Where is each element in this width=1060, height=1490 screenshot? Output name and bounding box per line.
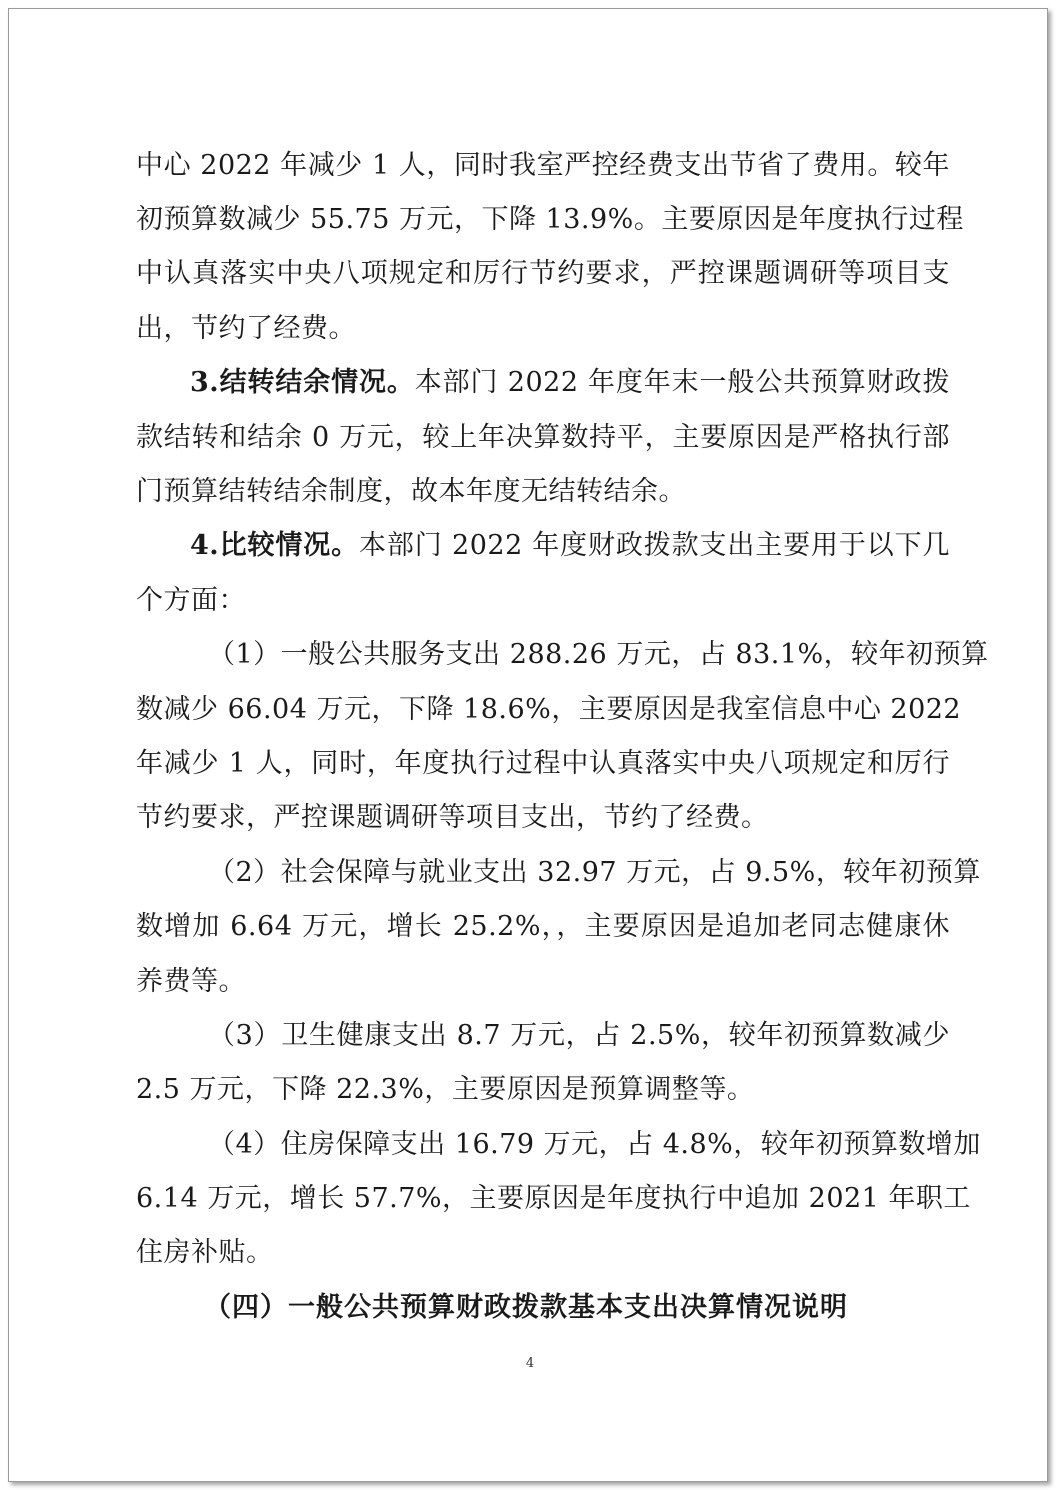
section-3-text: 本部门 2022 年度年末一般公共预算财政拨 (414, 367, 950, 398)
paragraph-line: 住房补贴。 (136, 1237, 274, 1268)
section-4-heading: 4.比较情况。 (190, 530, 359, 561)
section-4-first-line (190, 532, 950, 559)
section-3-heading: 3.结转结余情况。 (190, 367, 415, 398)
paragraph-line: （1）一般公共服务支出 288.26 万元，占 83.1%，较年初预算 (208, 639, 989, 670)
paragraph-line: 养费等。 (136, 966, 246, 997)
paragraph-line: 6.14 万元，增长 57.7%，主要原因是年度执行中追加 2021 年职工 (136, 1183, 971, 1214)
paragraph-line: 初预算数减少 55.75 万元，下降 13.9%。主要原因是年度执行过程 (136, 204, 964, 235)
paragraph-line: 中心 2022 年减少 1 人，同时我室严控经费支出节省了费用。较年 (136, 150, 950, 181)
section-subheading: （四）一般公共预算财政拨款基本支出决算情况说明 (204, 1292, 848, 1323)
paragraph-line: 出，节约了经费。 (136, 313, 356, 344)
paragraph-line: 款结转和结余 0 万元，较上年决算数持平，主要原因是严格执行部 (136, 422, 950, 453)
section-3-first-line (190, 369, 950, 396)
paragraph-line: 年减少 1 人，同时，年度执行过程中认真落实中央八项规定和厉行 (136, 748, 950, 779)
paragraph-line: 节约要求，严控课题调研等项目支出，节约了经费。 (136, 802, 769, 833)
page-number: 4 (525, 1356, 535, 1371)
section-4-text: 本部门 2022 年度财政拨款支出主要用于以下几 (358, 530, 950, 561)
paragraph-line: 个方面： (136, 585, 246, 616)
paragraph-line: 数增加 6.64 万元，增长 25.2%，，主要原因是追加老同志健康休 (136, 911, 950, 942)
paragraph-line: 数减少 66.04 万元，下降 18.6%，主要原因是我室信息中心 2022 (136, 694, 962, 725)
paragraph-line: 门预算结转结余制度，故本年度无结转结余。 (136, 476, 686, 507)
paragraph-line: 中认真落实中央八项规定和厉行节约要求，严控课题调研等项目支 (136, 258, 950, 289)
paragraph-line: （3）卫生健康支出 8.7 万元，占 2.5%，较年初预算数减少 (208, 1020, 950, 1051)
paragraph-line: （2）社会保障与就业支出 32.97 万元，占 9.5%，较年初预算 (208, 857, 981, 888)
paragraph-line: （4）住房保障支出 16.79 万元，占 4.8%，较年初预算数增加 (208, 1129, 981, 1160)
paragraph-line: 2.5 万元，下降 22.3%，主要原因是预算调整等。 (136, 1074, 755, 1105)
